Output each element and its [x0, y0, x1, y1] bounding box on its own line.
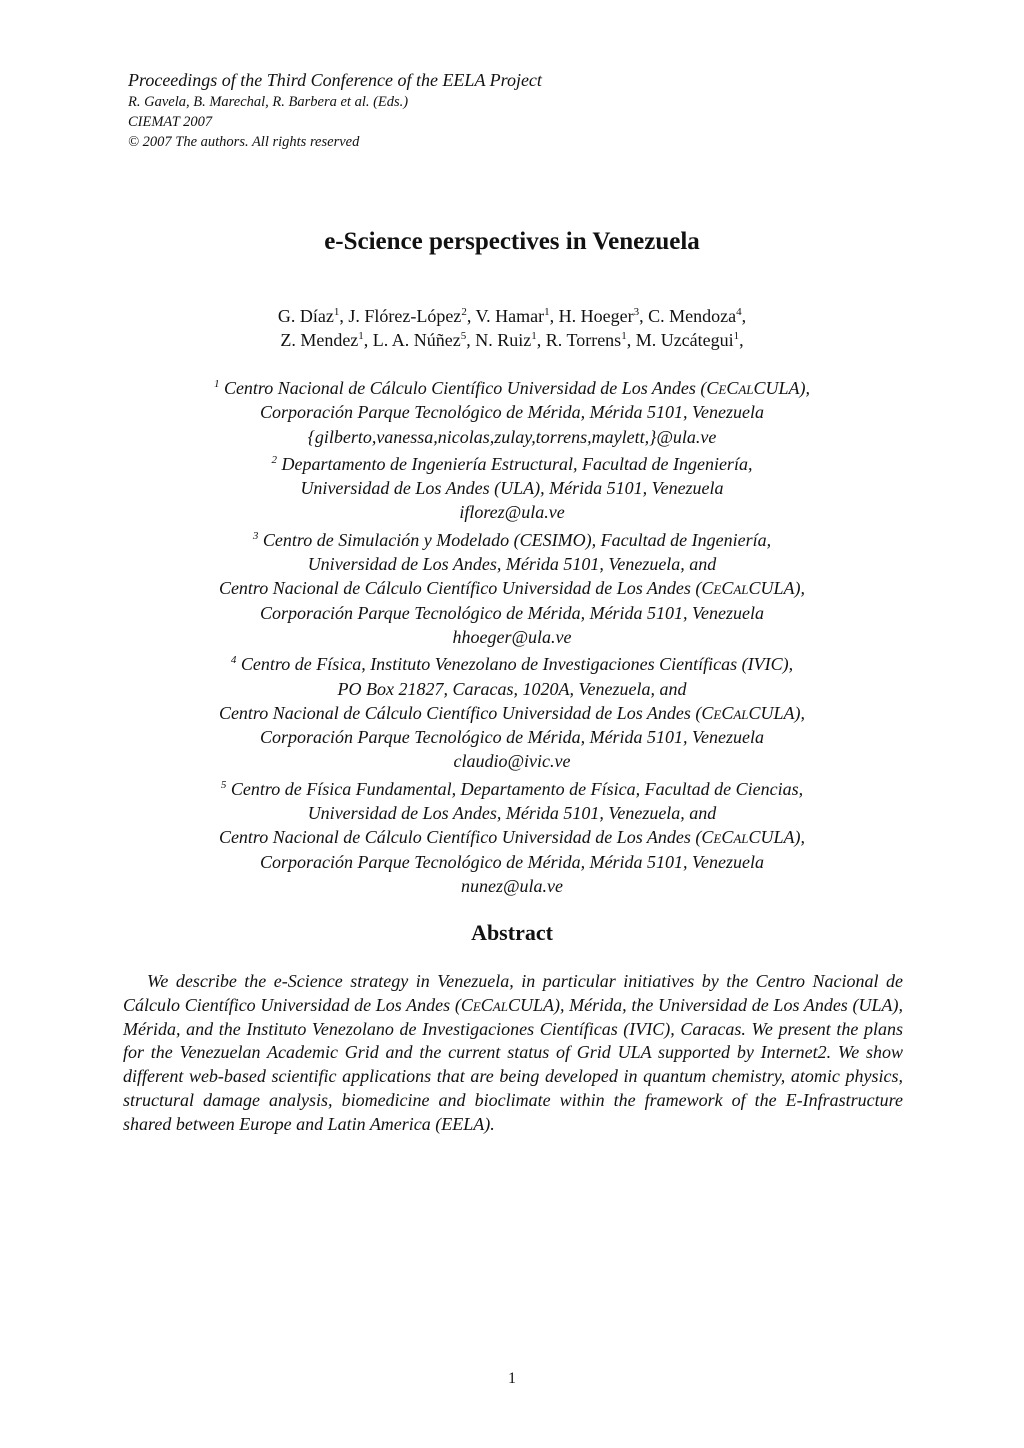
author-affiliation-mark: 2 [461, 306, 467, 318]
author-affiliation-mark: 3 [633, 306, 640, 318]
author-affiliation-mark: 1 [621, 330, 627, 342]
paper-title: e-Science perspectives in Venezuela [324, 228, 700, 255]
affiliation-number: 4 [230, 654, 237, 667]
affiliation-line: {gilberto,vanessa,nicolas,zulay,torrens,maylett,}@ula.ve [307, 426, 717, 447]
proceedings-title: Proceedings of the Third Conference of the EELA Project [128, 70, 542, 90]
affiliation-line: $^3$ Centro de Simulación y Modelado (CESIMO), Facultad de Ingeniería, [252, 529, 772, 550]
author-list [0, 304, 1024, 352]
proceedings-header [128, 68, 542, 152]
affiliations [0, 376, 1024, 901]
small-caps-text: CeCal [701, 827, 749, 848]
author-affiliation-mark: 1 [531, 330, 537, 342]
affiliation-line: Universidad de Los Andes (ULA), Mérida 5101, Venezuela [300, 478, 724, 499]
affiliation-line: Universidad de Los Andes, Mérida 5101, Venezuela, and [307, 803, 717, 824]
author-affiliation-mark: 1 [733, 330, 740, 342]
editors-line: R. Gavela, B. Marechal, R. Barbera et al. (Eds.) [128, 94, 409, 110]
author-affiliation-mark: 1 [544, 306, 550, 318]
affiliation-line: nunez@ula.ve [460, 875, 564, 896]
author-name: N. Ruiz [475, 330, 532, 350]
author-name: V. Hamar [475, 306, 545, 326]
author-name: G. Díaz [277, 306, 334, 326]
affiliation-number: 1 [213, 378, 220, 390]
affiliation-line: PO Box 21827, Caracas, 1020A, Venezuela, and [337, 678, 687, 699]
small-caps-text: CeCal [701, 578, 749, 599]
affiliation-line: Centro Nacional de Cálculo Científico Universidad de Los Andes (CeCalCULA), [218, 578, 806, 599]
affiliation-number: 5 [220, 778, 227, 791]
affiliation-line: Centro Nacional de Cálculo Científico Universidad de Los Andes (CeCalCULA), [218, 702, 806, 723]
abstract-heading: Abstract [471, 920, 553, 945]
affiliation-block [0, 452, 1024, 525]
affiliation-line: Universidad de Los Andes, Mérida 5101, Venezuela, and [307, 554, 717, 575]
author-name: L. A. Núñez [372, 330, 461, 350]
author-name: R. Torrens [545, 330, 622, 350]
small-caps-text: CeCal [701, 702, 749, 723]
author-name: Z. Mendez [280, 330, 359, 350]
affiliation-line: $^2$ Departamento de Ingeniería Estructural, Facultad de Ingeniería, [271, 453, 753, 474]
affiliation-line: Corporación Parque Tecnológico de Mérida, Mérida 5101, Venezuela [259, 851, 765, 872]
affiliation-block [0, 652, 1024, 773]
affiliation-block [0, 376, 1024, 449]
affiliation-line: $^1$ Centro Nacional de Cálculo Científico Universidad de Los Andes (CeCalCULA), [213, 378, 811, 398]
affiliation-number: 3 [252, 529, 259, 542]
affiliation-line: Corporación Parque Tecnológico de Mérida, Mérida 5101, Venezuela [259, 602, 765, 623]
author-affiliation-mark: 1 [358, 330, 364, 342]
author-name: M. Uzcátegui [635, 330, 734, 350]
author-affiliation-mark: 5 [460, 330, 467, 342]
affiliation-line: claudio@ivic.ve [453, 751, 571, 772]
affiliation-line: $^5$ Centro de Física Fundamental, Departamento de Física, Facultad de Ciencias, [220, 778, 804, 799]
publisher-line: CIEMAT 2007 [128, 114, 213, 130]
author-affiliation-mark: 4 [736, 306, 742, 318]
affiliation-number: 2 [271, 453, 278, 466]
author-name: J. Flórez-López [348, 306, 462, 326]
page-number: 1 [508, 1370, 516, 1387]
copyright-line: © 2007 The authors. All rights reserved [128, 134, 360, 150]
affiliation-line: hhoeger@ula.ve [452, 626, 572, 647]
affiliation-line: $^4$ Centro de Física, Instituto Venezolano de Investigaciones Científicas (IVIC), [230, 654, 794, 675]
author-line-1: G. Díaz$^1$, J. Flórez-López$^2$, V. Hamar$^1$, H. Hoeger$^3$, C. Mendoza$^4$, [277, 306, 747, 326]
affiliation-line: Corporación Parque Tecnológico de Mérida, Mérida 5101, Venezuela [259, 402, 765, 423]
affiliation-block [0, 777, 1024, 898]
affiliation-line: iflorez@ula.ve [459, 502, 565, 523]
author-name: C. Mendoza [648, 306, 737, 326]
abstract-text: We describe the e-Science strategy in Venezuela, in particular initiatives by the Centro Nacional de Cálculo Científico Universidad de Los Andes (CeCalCULA), Mérida, the Universidad de Los Andes (ULA), Mérida, and the Instituto Venezolano de Investigaciones Científicas (IVIC), Caracas. We present the plans for the Venezuelan Academic Grid and the current status of Grid ULA supported by Internet2. We show different web-based scientific applications that are being developed in quantum chemistry, atomic physics, structural damage analysis, biomedicine and bioclimate within the framework of the E-Infrastructure shared between Europe and Latin America (EELA). [123, 971, 904, 1134]
author-name: H. Hoeger [558, 306, 634, 326]
small-caps-text: CeCal [706, 378, 754, 398]
author-line-2: Z. Mendez$^1$, L. A. Núñez$^5$, N. Ruiz$^1$, R. Torrens$^1$, M. Uzcátegui$^1$, [280, 330, 744, 350]
author-affiliation-mark: 1 [333, 306, 340, 318]
affiliation-block [0, 528, 1024, 649]
affiliation-line: Corporación Parque Tecnológico de Mérida, Mérida 5101, Venezuela [259, 727, 765, 748]
affiliation-line: Centro Nacional de Cálculo Científico Universidad de Los Andes (CeCalCULA), [218, 827, 806, 848]
small-caps-text: CeCal [460, 994, 508, 1015]
